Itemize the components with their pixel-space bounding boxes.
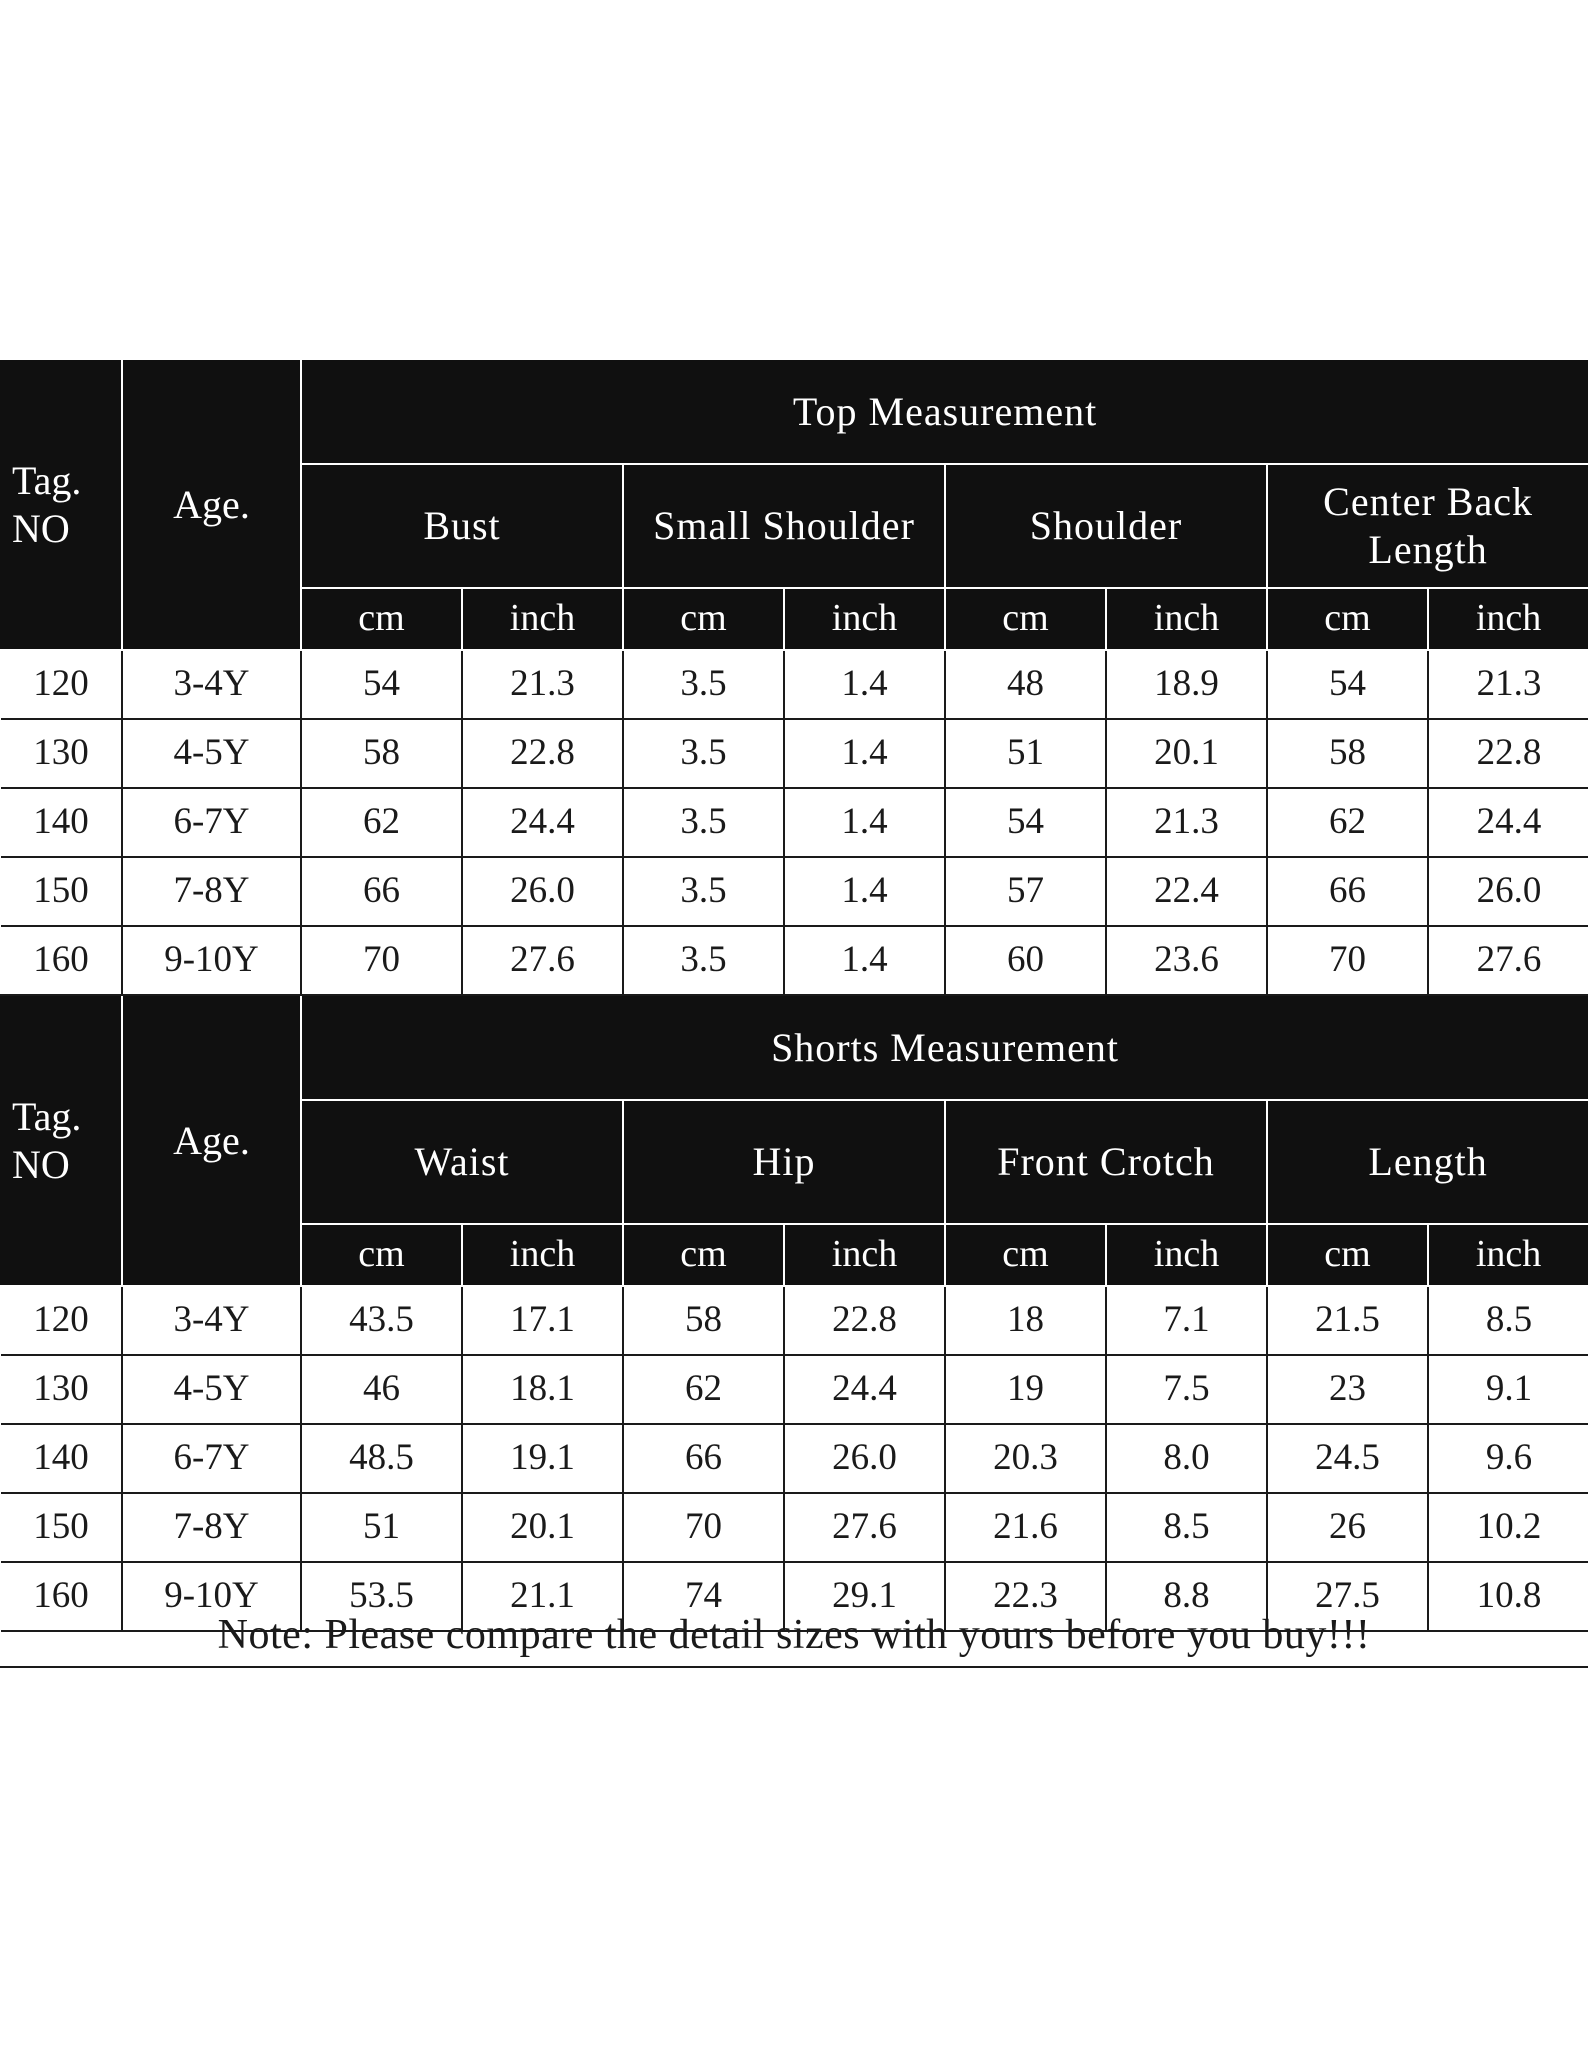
measurement-value-cell: 26	[1267, 1493, 1428, 1562]
measurement-value-cell: 8.0	[1106, 1424, 1267, 1493]
measurement-value-cell: 24.5	[1267, 1424, 1428, 1493]
measurement-value-cell: 1.4	[784, 719, 945, 788]
measurement-value-cell: 24.4	[1428, 788, 1588, 857]
measurement-value-cell: 46	[301, 1355, 462, 1424]
age-cell: 9-10Y	[122, 926, 301, 995]
group-header-line: Waist	[414, 1139, 510, 1184]
measurement-value-cell: 21.3	[1106, 788, 1267, 857]
measurement-value-cell: 51	[301, 1493, 462, 1562]
measurement-value-cell: 9.6	[1428, 1424, 1588, 1493]
measurement-value-cell: 23	[1267, 1355, 1428, 1424]
measurement-value-cell: 3.5	[623, 719, 784, 788]
top-group-header	[301, 464, 623, 588]
tag-header-line: NO	[12, 1141, 70, 1187]
shorts-group-header	[945, 1100, 1267, 1224]
measurement-value-cell: 10.8	[1428, 1562, 1588, 1631]
measurement-value-cell: 21.1	[462, 1562, 623, 1631]
tag-number-cell: 160	[1, 1562, 122, 1631]
measurement-value-cell: 29.1	[784, 1562, 945, 1631]
shorts-group-header	[301, 1100, 623, 1224]
top-age-header: Age.	[122, 359, 301, 650]
measurement-value-cell: 54	[1267, 650, 1428, 719]
measurement-value-cell: 3.5	[623, 788, 784, 857]
group-header-line: Length	[1368, 527, 1488, 572]
measurement-value-cell: 18.9	[1106, 650, 1267, 719]
table-row	[1, 650, 1588, 719]
tag-number-cell: 160	[1, 926, 122, 995]
measurement-value-cell: 27.6	[1428, 926, 1588, 995]
tag-number-cell: 150	[1, 1493, 122, 1562]
shorts-age-header: Age.	[122, 995, 301, 1286]
measurement-value-cell: 20.1	[1106, 719, 1267, 788]
measurement-value-cell: 27.5	[1267, 1562, 1428, 1631]
top-group-header	[1267, 464, 1588, 588]
measurement-value-cell: 62	[1267, 788, 1428, 857]
measurement-value-cell: 1.4	[784, 926, 945, 995]
measurement-value-cell: 27.6	[784, 1493, 945, 1562]
measurement-value-cell: 9.1	[1428, 1355, 1588, 1424]
measurement-value-cell: 1.4	[784, 650, 945, 719]
unit-header: cm	[301, 1224, 462, 1286]
unit-header: cm	[945, 588, 1106, 650]
unit-header: inch	[462, 1224, 623, 1286]
measurement-value-cell: 62	[623, 1355, 784, 1424]
measurement-value-cell: 20.1	[462, 1493, 623, 1562]
measurement-value-cell: 22.8	[462, 719, 623, 788]
measurement-value-cell: 51	[945, 719, 1106, 788]
measurement-value-cell: 27.6	[462, 926, 623, 995]
measurement-value-cell: 43.5	[301, 1286, 462, 1355]
measurement-value-cell: 21.3	[462, 650, 623, 719]
measurement-value-cell: 8.5	[1106, 1493, 1267, 1562]
measurement-value-cell: 24.4	[462, 788, 623, 857]
measurement-value-cell: 7.5	[1106, 1355, 1267, 1424]
table-row	[1, 1355, 1588, 1424]
table-row	[1, 788, 1588, 857]
measurement-value-cell: 58	[1267, 719, 1428, 788]
measurement-value-cell: 18	[945, 1286, 1106, 1355]
top-group-header	[623, 464, 945, 588]
tag-number-cell: 120	[1, 650, 122, 719]
measurement-value-cell: 22.8	[1428, 719, 1588, 788]
measurement-value-cell: 58	[301, 719, 462, 788]
measurement-value-cell: 26.0	[784, 1424, 945, 1493]
unit-header: inch	[1428, 588, 1588, 650]
measurement-value-cell: 70	[301, 926, 462, 995]
group-header-line: Bust	[423, 503, 501, 548]
measurement-value-cell: 22.3	[945, 1562, 1106, 1631]
measurement-value-cell: 22.4	[1106, 857, 1267, 926]
measurement-value-cell: 22.8	[784, 1286, 945, 1355]
tag-number-cell: 140	[1, 1424, 122, 1493]
measurement-value-cell: 57	[945, 857, 1106, 926]
measurement-value-cell: 70	[623, 1493, 784, 1562]
measurement-value-cell: 53.5	[301, 1562, 462, 1631]
measurement-value-cell: 18.1	[462, 1355, 623, 1424]
age-cell: 4-5Y	[122, 1355, 301, 1424]
size-note: Note: Please compare the detail sizes with yours before you buy!!!	[0, 1604, 1588, 1668]
measurement-value-cell: 3.5	[623, 650, 784, 719]
unit-header: cm	[623, 588, 784, 650]
tag-header-line: Tag.	[12, 1093, 82, 1139]
age-cell: 3-4Y	[122, 650, 301, 719]
measurement-value-cell: 3.5	[623, 926, 784, 995]
unit-header: cm	[1267, 1224, 1428, 1286]
measurement-value-cell: 58	[623, 1286, 784, 1355]
measurement-value-cell: 1.4	[784, 788, 945, 857]
measurement-value-cell: 7.1	[1106, 1286, 1267, 1355]
age-cell: 7-8Y	[122, 857, 301, 926]
group-header-line: Hip	[752, 1139, 816, 1184]
group-header-line: Small Shoulder	[653, 503, 915, 548]
tag-number-cell: 120	[1, 1286, 122, 1355]
measurement-value-cell: 62	[301, 788, 462, 857]
measurement-value-cell: 48	[945, 650, 1106, 719]
shorts-group-header	[623, 1100, 945, 1224]
unit-header: cm	[945, 1224, 1106, 1286]
measurement-value-cell: 3.5	[623, 857, 784, 926]
shorts-measurement-title: Shorts Measurement	[301, 995, 1588, 1100]
measurement-value-cell: 10.2	[1428, 1493, 1588, 1562]
unit-header: cm	[1267, 588, 1428, 650]
shorts-title-row	[1, 995, 1588, 1100]
age-cell: 7-8Y	[122, 1493, 301, 1562]
measurement-value-cell: 17.1	[462, 1286, 623, 1355]
table-row	[1, 926, 1588, 995]
unit-header: inch	[784, 1224, 945, 1286]
size-chart	[0, 358, 1588, 1632]
age-cell: 9-10Y	[122, 1562, 301, 1631]
unit-header: cm	[623, 1224, 784, 1286]
age-cell: 3-4Y	[122, 1286, 301, 1355]
measurement-value-cell: 54	[301, 650, 462, 719]
tag-number-cell: 130	[1, 719, 122, 788]
group-header-line: Front Crotch	[997, 1139, 1215, 1184]
table-row	[1, 1286, 1588, 1355]
measurement-value-cell: 66	[623, 1424, 784, 1493]
measurement-value-cell: 24.4	[784, 1355, 945, 1424]
tag-number-cell: 130	[1, 1355, 122, 1424]
measurement-value-cell: 60	[945, 926, 1106, 995]
measurement-value-cell: 54	[945, 788, 1106, 857]
top-group-header	[945, 464, 1267, 588]
measurement-value-cell: 74	[623, 1562, 784, 1631]
measurement-value-cell: 1.4	[784, 857, 945, 926]
age-cell: 6-7Y	[122, 788, 301, 857]
shorts-tag-header	[1, 995, 122, 1286]
age-cell: 6-7Y	[122, 1424, 301, 1493]
table-row	[1, 719, 1588, 788]
measurement-value-cell: 8.8	[1106, 1562, 1267, 1631]
measurement-value-cell: 48.5	[301, 1424, 462, 1493]
unit-header: inch	[784, 588, 945, 650]
size-chart-table	[0, 358, 1588, 1632]
measurement-value-cell: 19	[945, 1355, 1106, 1424]
measurement-value-cell: 66	[301, 857, 462, 926]
measurement-value-cell: 20.3	[945, 1424, 1106, 1493]
measurement-value-cell: 26.0	[1428, 857, 1588, 926]
tag-header-line: NO	[12, 505, 70, 551]
unit-header: inch	[1106, 588, 1267, 650]
top-tag-header	[1, 359, 122, 650]
unit-header: inch	[1428, 1224, 1588, 1286]
measurement-value-cell: 21.3	[1428, 650, 1588, 719]
measurement-value-cell: 70	[1267, 926, 1428, 995]
tag-number-cell: 150	[1, 857, 122, 926]
unit-header: inch	[1106, 1224, 1267, 1286]
measurement-value-cell: 21.6	[945, 1493, 1106, 1562]
table-row	[1, 857, 1588, 926]
group-header-line: Center Back	[1323, 479, 1533, 524]
group-header-line: Shoulder	[1029, 503, 1183, 548]
tag-number-cell: 140	[1, 788, 122, 857]
measurement-value-cell: 66	[1267, 857, 1428, 926]
measurement-value-cell: 21.5	[1267, 1286, 1428, 1355]
top-title-row	[1, 359, 1588, 464]
measurement-value-cell: 8.5	[1428, 1286, 1588, 1355]
top-measurement-title: Top Measurement	[301, 359, 1588, 464]
measurement-value-cell: 19.1	[462, 1424, 623, 1493]
shorts-group-header	[1267, 1100, 1588, 1224]
measurement-value-cell: 23.6	[1106, 926, 1267, 995]
unit-header: cm	[301, 588, 462, 650]
tag-header-line: Tag.	[12, 457, 82, 503]
measurement-value-cell: 26.0	[462, 857, 623, 926]
group-header-line: Length	[1368, 1139, 1488, 1184]
table-row	[1, 1424, 1588, 1493]
age-cell: 4-5Y	[122, 719, 301, 788]
unit-header: inch	[462, 588, 623, 650]
table-row	[1, 1493, 1588, 1562]
